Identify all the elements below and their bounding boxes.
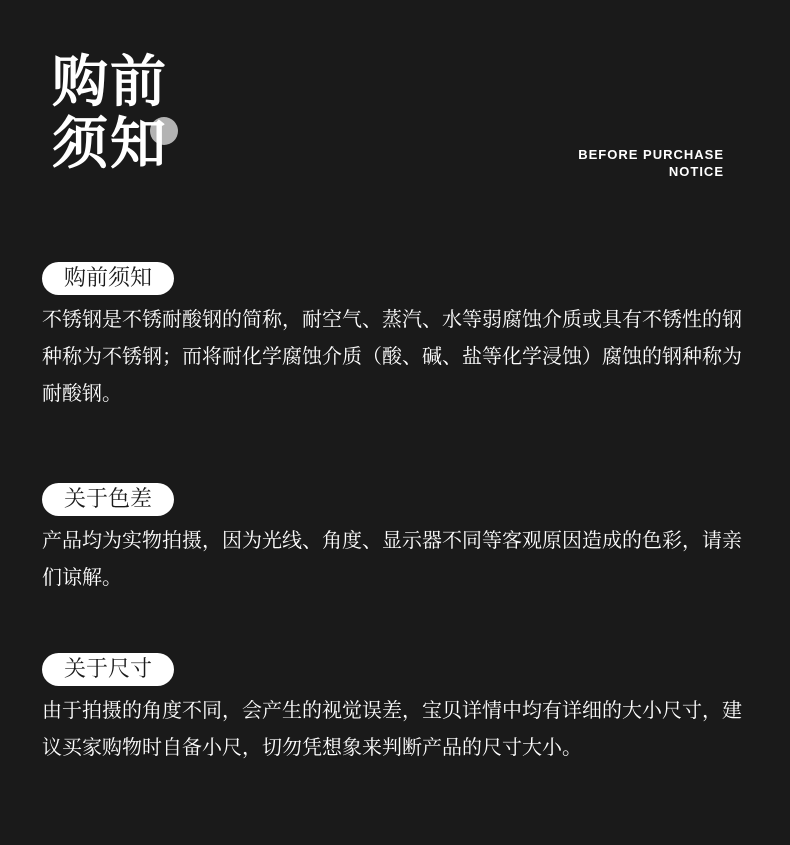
section-color-difference [42, 483, 748, 596]
section-purchase-notice [42, 262, 748, 412]
title-line-2: 须知 [52, 112, 168, 177]
english-subtitle [578, 146, 724, 180]
section-size [42, 653, 748, 766]
page-title [52, 52, 168, 176]
section-heading-color-difference: 关于色差 [42, 483, 174, 516]
section-body-color-difference: 产品均为实物拍摄，因为光线、角度、显示器不同等客观原因造成的色彩，请亲们谅解。 [42, 528, 742, 589]
english-subtitle-line-1: BEFORE PURCHASE [578, 147, 724, 162]
section-heading-purchase-notice: 购前须知 [42, 262, 174, 295]
section-body-size: 由于拍摄的角度不同，会产生的视觉误差，宝贝详情中均有详细的大小尺寸，建议买家购物时自备小尺，切勿凭想象来判断产品的尺寸大小。 [42, 698, 742, 759]
section-heading-size: 关于尺寸 [42, 653, 174, 686]
section-body-purchase-notice: 不锈钢是不锈耐酸钢的简称，耐空气、蒸汽、水等弱腐蚀介质或具有不锈性的钢种称为不锈钢；而将耐化学腐蚀介质（酸、碱、盐等化学浸蚀）腐蚀的钢种称为耐酸钢。 [42, 307, 742, 405]
english-subtitle-line-2: NOTICE [668, 164, 724, 179]
title-line-1: 购前 [52, 50, 168, 115]
